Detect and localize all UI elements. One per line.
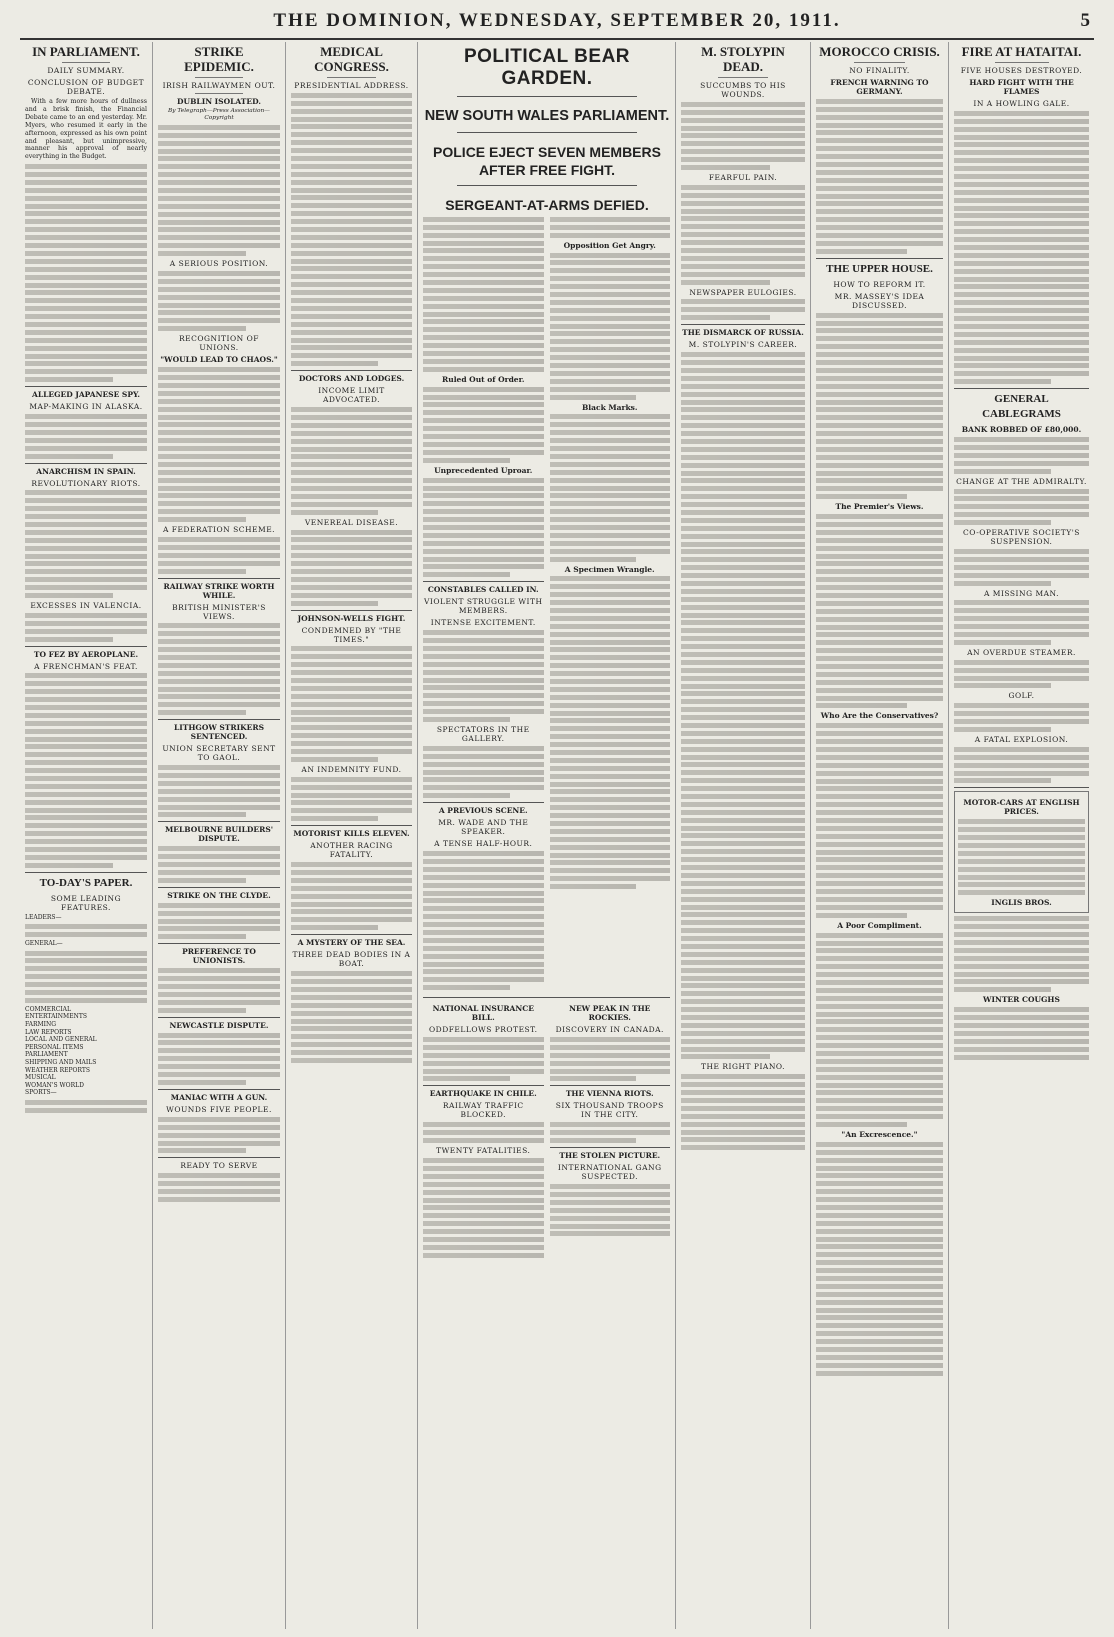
feature-leaders: LEADERS— <box>25 913 62 921</box>
subhead-howling-gale: IN A HOWLING GALE. <box>973 99 1070 108</box>
ad-right-piano: THE RIGHT PIANO. <box>700 1062 785 1072</box>
story-stolypin-career: M. STOLYPIN'S CAREER. <box>688 340 798 350</box>
column-8 <box>949 42 1094 1629</box>
story-japanese-spy: ALLEGED JAPANESE SPY. <box>32 390 140 400</box>
subhead-french-warning: FRENCH WARNING TO GERMANY. <box>830 78 929 96</box>
headline-nsw-parliament: NEW SOUTH WALES PARLIAMENT. <box>424 108 670 124</box>
story-earthquake-chile: EARTHQUAKE IN CHILE. <box>429 1089 537 1099</box>
story-newcastle: NEWCASTLE DISPUTE. <box>169 1020 269 1030</box>
story-newspaper-eulogies: NEWSPAPER EULOGIES. <box>689 287 797 297</box>
subsection-wade-speaker: MR. WADE AND THE SPEAKER. <box>438 818 529 837</box>
main-headline-block <box>418 46 676 214</box>
column-1 <box>20 42 153 1629</box>
subhead-hard-fight: HARD FIGHT WITH THE FLAMES <box>969 78 1074 96</box>
story-union-secretary: UNION SECRETARY SENT TO GAOL. <box>162 744 276 763</box>
ad-motor-cars-title: MOTOR-CARS AT ENGLISH PRICES. <box>963 798 1080 817</box>
story-todays-paper: TO-DAY'S PAPER. <box>39 876 133 889</box>
headline-morocco-crisis: MOROCCO CRISIS. <box>819 44 940 59</box>
feature-parliament: PARLIAMENT <box>25 1051 68 1059</box>
story-mystery-sea: A MYSTERY OF THE SEA. <box>297 938 406 948</box>
story-railway-blocked: RAILWAY TRAFFIC BLOCKED. <box>442 1101 524 1120</box>
feature-womans-world: WOMAN'S WORLD <box>25 1081 84 1089</box>
story-venereal: VENEREAL DISEASE. <box>304 517 399 527</box>
story-recognition: RECOGNITION OF UNIONS. <box>179 334 259 353</box>
subsection-poor-compliment: A Poor Compliment. <box>837 920 922 930</box>
story-twenty-fatalities: TWENTY FATALITIES. <box>436 1146 531 1156</box>
story-upper-house: THE UPPER HOUSE. <box>826 262 933 275</box>
story-national-insurance: NATIONAL INSURANCE BILL. <box>432 1004 534 1023</box>
feature-law-reports: LAW REPORTS <box>25 1028 72 1036</box>
story-maniac-sub: WOUNDS FIVE PEOPLE. <box>166 1104 272 1114</box>
story-recognition-sub: "WOULD LEAD TO CHAOS." <box>160 355 278 365</box>
story-overdue-steamer: AN OVERDUE STEAMER. <box>967 647 1076 657</box>
story-fearful-pain: FEARFUL PAIN. <box>708 173 778 183</box>
story-serious-position: A SERIOUS POSITION. <box>169 259 269 269</box>
subsection-ruled-out: Ruled Out of Order. <box>442 374 525 384</box>
story-admiralty: CHANGE AT THE ADMIRALTY. <box>956 476 1087 486</box>
story-anarchism: ANARCHISM IN SPAIN. <box>36 466 136 476</box>
story-preference: PREFERENCE TO UNIONISTS. <box>182 947 256 966</box>
story-vienna-riots: THE VIENNA RIOTS. <box>565 1089 654 1099</box>
feature-sports: SPORTS— <box>25 1089 57 1097</box>
subsection-previous-scene: A PREVIOUS SCENE. <box>438 806 528 816</box>
story-british-minister: BRITISH MINISTER'S VIEWS. <box>172 602 266 621</box>
headline-stolypin-dead: M. STOLYPIN DEAD. <box>701 44 785 74</box>
story-upper-house-reform: HOW TO REFORM IT. <box>833 279 926 289</box>
story-doctors-lodges: DOCTORS AND LODGES. <box>298 374 405 384</box>
story-maniac: MANIAC WITH A GUN. <box>170 1092 268 1102</box>
subsection-premier-views: The Premier's Views. <box>835 502 924 512</box>
column-2 <box>153 42 286 1629</box>
ad-motor-cars <box>954 791 1089 913</box>
subsection-spectators: SPECTATORS IN THE GALLERY. <box>436 724 530 743</box>
feature-entertainments: ENTERTAINMENTS <box>25 1013 87 1021</box>
subhead-daily-summary: DAILY SUMMARY. <box>47 66 125 75</box>
story-todays-paper-sub: SOME LEADING FEATURES. <box>50 893 122 912</box>
headline-political-bear-garden: POLITICAL BEAR GARDEN. <box>463 46 631 89</box>
headline-sergeant-at-arms: SERGEANT-AT-ARMS DEFIED. <box>445 197 649 213</box>
subsection-tense-half-hour: A TENSE HALF-HOUR. <box>434 839 533 849</box>
headline-strike-epidemic: STRIKE EPIDEMIC. <box>184 44 254 74</box>
headline-medical-congress: MEDICAL CONGRESS. <box>314 44 389 74</box>
story-indemnity: AN INDEMNITY FUND. <box>301 764 402 774</box>
feature-musical: MUSICAL <box>25 1074 56 1082</box>
story-bank-robbed: BANK ROBBED OF £80,000. <box>961 425 1082 435</box>
story-fez-sub: A FRENCHMAN'S FEAT. <box>34 661 138 671</box>
feature-personal: PERSONAL ITEMS <box>25 1043 84 1051</box>
subhead-five-houses: FIVE HOUSES DESTROYED. <box>960 66 1083 75</box>
subhead-dublin: DUBLIN ISOLATED. <box>177 97 261 106</box>
feature-weather: WEATHER REPORTS <box>25 1066 90 1074</box>
feature-shipping: SHIPPING AND MAILS <box>25 1058 97 1066</box>
subsection-conservatives: Who Are the Conservatives? <box>820 711 939 721</box>
subhead-budget: CONCLUSION OF BUDGET DEBATE. <box>27 78 145 96</box>
story-income-limit: INCOME LIMIT ADVOCATED. <box>318 386 385 405</box>
story-new-peak: NEW PEAK IN THE ROCKIES. <box>569 1004 651 1023</box>
subhead-no-finality: NO FINALITY. <box>849 66 910 75</box>
column-3 <box>286 42 418 1629</box>
story-fatal-explosion: A FATAL EXPLOSION. <box>974 735 1069 744</box>
subhead-presidential: PRESIDENTIAL ADDRESS. <box>294 81 409 90</box>
subhead-irish-railwaymen: IRISH RAILWAYMEN OUT. <box>162 81 276 90</box>
feature-general: GENERAL— <box>25 940 63 948</box>
story-six-thousand-troops: SIX THOUSAND TROOPS IN THE CITY. <box>555 1101 664 1120</box>
subsection-intense: INTENSE EXCITEMENT. <box>430 618 536 628</box>
story-bismarck-russia: THE DISMARCK OF RUSSIA. <box>682 328 804 338</box>
subhead-succumbs: SUCCUMBS TO HIS WOUNDS. <box>700 81 786 99</box>
story-massey-idea: MR. MASSEY'S IDEA DISCUSSED. <box>834 291 925 310</box>
story-general-cablegrams: GENERAL CABLEGRAMS <box>982 393 1061 421</box>
story-japanese-spy-sub: MAP-MAKING IN ALASKA. <box>29 402 143 412</box>
subsection-black-marks: Black Marks. <box>581 402 638 412</box>
story-johnson-wells-sub: CONDEMNED BY "THE TIMES." <box>301 625 402 644</box>
headline-parliament: IN PARLIAMENT. <box>32 44 140 59</box>
story-anarchism-sub: REVOLUTIONARY RIOTS. <box>31 478 141 488</box>
column-4-5 <box>418 42 676 1629</box>
story-oddfellows: ODDFELLOWS PROTEST. <box>429 1025 538 1035</box>
story-lithgow: LITHGOW STRIKERS SENTENCED. <box>173 723 265 742</box>
column-7 <box>811 42 949 1629</box>
feature-farming: FARMING <box>25 1021 57 1028</box>
page-number: 5 <box>1080 10 1090 31</box>
story-valencia: EXCESSES IN VALENCIA. <box>30 601 142 610</box>
feature-local-general: LOCAL AND GENERAL <box>25 1036 97 1044</box>
subsection-unprecedented: Unprecedented Uproar. <box>434 465 533 475</box>
column-6 <box>676 42 811 1629</box>
article-text: With a few more hours of dullness and a brisk finish, the Financial Debate came to an end yesterday. Mr. Myers, who resumed it early in the afternoon, expressed as his own point and pleasant, but unimpressive, manner his approval of nearly everything in the Budget. <box>25 98 147 161</box>
story-missing-man: A MISSING MAN. <box>983 588 1060 598</box>
wire-credit: By Telegraph—Press Association—Copyright <box>168 108 270 121</box>
newspaper-title: THE DOMINION, WEDNESDAY, SEPTEMBER 20, 1911. <box>273 10 841 31</box>
ad-ready-to-serve: READY TO SERVE <box>180 1161 258 1171</box>
story-melbourne-builders: MELBOURNE BUILDERS' DISPUTE. <box>164 825 274 844</box>
story-federation: A FEDERATION SCHEME. <box>162 525 276 535</box>
headline-fire-hataitai: FIRE AT HATAITAI. <box>961 44 1082 59</box>
story-discovery-canada: DISCOVERY IN CANADA. <box>555 1025 664 1035</box>
story-motorist: MOTORIST KILLS ELEVEN. <box>293 829 410 839</box>
subsection-excrescence: "An Excrescence." <box>841 1129 918 1139</box>
story-stolen-picture: THE STOLEN PICTURE. <box>559 1151 661 1161</box>
headline-police-eject: POLICE EJECT SEVEN MEMBERS AFTER FREE FIGHT. <box>433 144 661 178</box>
subsection-specimen-wrangle: A Specimen Wrangle. <box>564 564 655 574</box>
story-golf: GOLF. <box>1008 691 1035 701</box>
feature-commercial: COMMERCIAL <box>25 1005 71 1013</box>
masthead <box>20 8 1094 40</box>
subsection-opposition-angry: Opposition Get Angry. <box>563 240 656 250</box>
story-fez: TO FEZ BY AEROPLANE. <box>33 649 139 659</box>
story-motorist-sub: ANOTHER RACING FATALITY. <box>310 841 393 860</box>
story-clyde: STRIKE ON THE CLYDE. <box>167 890 271 900</box>
story-international-gang: INTERNATIONAL GANG SUSPECTED. <box>557 1163 662 1182</box>
story-co-operative: CO-OPERATIVE SOCIETY'S SUSPENSION. <box>963 528 1080 547</box>
story-johnson-wells: JOHNSON-WELLS FIGHT. <box>297 613 406 623</box>
subsection-constables: CONSTABLES CALLED IN. <box>427 585 539 595</box>
ad-winter-coughs: WINTER COUGHS <box>983 995 1060 1005</box>
ad-inglis-bros: INGLIS BROS. <box>991 898 1052 908</box>
subsection-violent-struggle: VIOLENT STRUGGLE WITH MEMBERS. <box>423 597 543 616</box>
story-mystery-sea-sub: THREE DEAD BODIES IN A BOAT. <box>292 950 411 969</box>
story-railway-strike: RAILWAY STRIKE WORTH WHILE. <box>163 581 275 600</box>
